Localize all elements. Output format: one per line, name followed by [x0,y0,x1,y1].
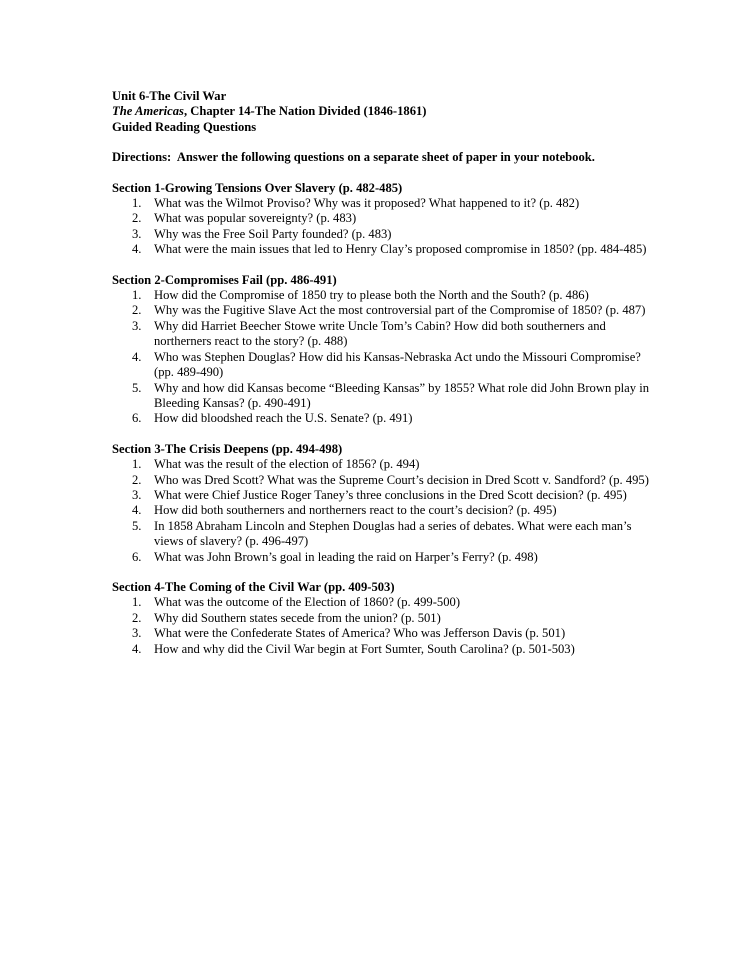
question-item [112,288,652,303]
question-text: What was the Wilmot Proviso? Why was it proposed? What happened to it? (p. 482) [154,196,580,211]
document-subtitle: Guided Reading Questions [112,119,257,134]
question-text: Why did Southern states secede from the union? (p. 501) [154,610,441,625]
question-number [112,611,154,626]
question-item [112,196,652,211]
question-number-text: 2. [132,211,142,226]
question-item [112,519,652,550]
document-body [112,89,652,657]
question-number [112,303,154,318]
question-item [112,488,652,503]
question-item [112,473,652,488]
question-number-text: 1. [132,457,142,472]
directions-text: Answer the following questions on a separate sheet of paper in your notebook. [171,150,595,165]
section-4 [112,580,652,657]
question-number [112,642,154,657]
question-item [112,595,652,610]
question-text: What were the main issues that led to Henry Clay’s proposed compromise in 1850? (pp. 484-485) [154,242,647,257]
question-number [112,519,154,550]
question-number [112,457,154,472]
question-number-text: 1. [132,196,142,211]
question-number [112,211,154,226]
directions-label: Directions: [112,150,172,165]
question-text: What was the outcome of the Election of 1860? (p. 499-500) [154,595,461,610]
question-number-text: 3. [132,487,142,502]
book-title: The Americas [112,104,184,119]
question-item [112,626,652,641]
question-number-text: 4. [132,641,142,656]
question-item [112,303,652,318]
section-2 [112,273,652,427]
question-list [112,595,652,657]
question-number-text: 1. [132,288,142,303]
section-heading: Section 1-Growing Tensions Over Slavery (p. 482-485) [112,180,403,195]
question-number-text: 5. [132,380,142,395]
question-number [112,288,154,303]
sections-container [112,181,652,657]
question-text: What was John Brown’s goal in leading the raid on Harper’s Ferry? (p. 498) [154,549,538,564]
question-text: Why was the Fugitive Slave Act the most controversial part of the Compromise of 1850? (p. 487) [154,303,646,318]
question-list [112,288,652,427]
question-text: How and why did the Civil War begin at Fort Sumter, South Carolina? (p. 501-503) [154,641,575,656]
question-item [112,319,652,350]
question-item [112,550,652,565]
question-text: What were the Confederate States of America? Who was Jefferson Davis (p. 501) [154,626,566,641]
question-text: Why did Harriet Beecher Stowe write Uncle Tom’s Cabin? How did both southerners and northerners react to the story? (p. 488) [154,318,606,349]
question-number-text: 2. [132,472,142,487]
question-number-text: 3. [132,318,142,333]
question-number [112,242,154,257]
question-number-text: 3. [132,626,142,641]
question-item [112,350,652,381]
question-list [112,196,652,258]
question-number-text: 1. [132,595,142,610]
question-text: In 1858 Abraham Lincoln and Stephen Douglas had a series of debates. What were each man’s views of slavery? (p. 496-497) [154,518,632,549]
question-text: What was popular sovereignty? (p. 483) [154,211,357,226]
question-number [112,488,154,503]
question-text: How did bloodshed reach the U.S. Senate? (p. 491) [154,411,413,426]
question-number [112,196,154,211]
question-text: What was the result of the election of 1856? (p. 494) [154,457,420,472]
unit-title: Unit 6-The Civil War [112,89,227,103]
question-text: How did both southerners and northerners react to the court’s decision? (p. 495) [154,503,557,518]
question-number [112,350,154,381]
chapter-title [112,104,652,119]
question-number-text: 4. [132,349,142,364]
question-number-text: 3. [132,226,142,241]
question-number [112,381,154,412]
question-item [112,381,652,412]
directions [112,150,652,165]
question-number [112,411,154,426]
question-number [112,227,154,242]
question-number-text: 6. [132,549,142,564]
question-number-text: 6. [132,411,142,426]
question-number [112,319,154,350]
question-number [112,550,154,565]
question-item [112,227,652,242]
question-item [112,211,652,226]
question-item [112,642,652,657]
section-heading: Section 4-The Coming of the Civil War (pp. 409-503) [112,579,395,594]
section-heading: Section 3-The Crisis Deepens (pp. 494-498) [112,441,343,456]
question-item [112,411,652,426]
question-text: How did the Compromise of 1850 try to please both the North and the South? (p. 486) [154,288,589,303]
question-number-text: 2. [132,610,142,625]
question-number-text: 4. [132,503,142,518]
question-text: What were Chief Justice Roger Taney’s three conclusions in the Dred Scott decision? (p. 495) [154,487,627,502]
question-number-text: 2. [132,303,142,318]
question-number [112,503,154,518]
question-text: Why and how did Kansas become “Bleeding Kansas” by 1855? What role did John Brown play in Bleeding Kansas? (p. 490-491) [154,380,650,410]
question-item [112,503,652,518]
question-text: Why was the Free Soil Party founded? (p. 483) [154,226,392,241]
question-number-text: 5. [132,518,142,533]
section-1 [112,181,652,258]
question-number [112,626,154,641]
section-heading: Section 2-Compromises Fail (pp. 486-491) [112,272,337,287]
question-item [112,611,652,626]
chapter-name: , Chapter 14-The Nation Divided (1846-1861) [183,104,427,119]
question-text: Who was Stephen Douglas? How did his Kansas-Nebraska Act undo the Missouri Compromise? (pp. 489-490) [154,349,641,380]
section-3 [112,442,652,565]
question-item [112,242,652,257]
question-number [112,473,154,488]
question-list [112,457,652,565]
question-number-text: 4. [132,242,142,257]
question-text: Who was Dred Scott? What was the Supreme Court’s decision in Dred Scott v. Sandford? (p. 495) [154,472,649,487]
question-item [112,457,652,472]
question-number [112,595,154,610]
